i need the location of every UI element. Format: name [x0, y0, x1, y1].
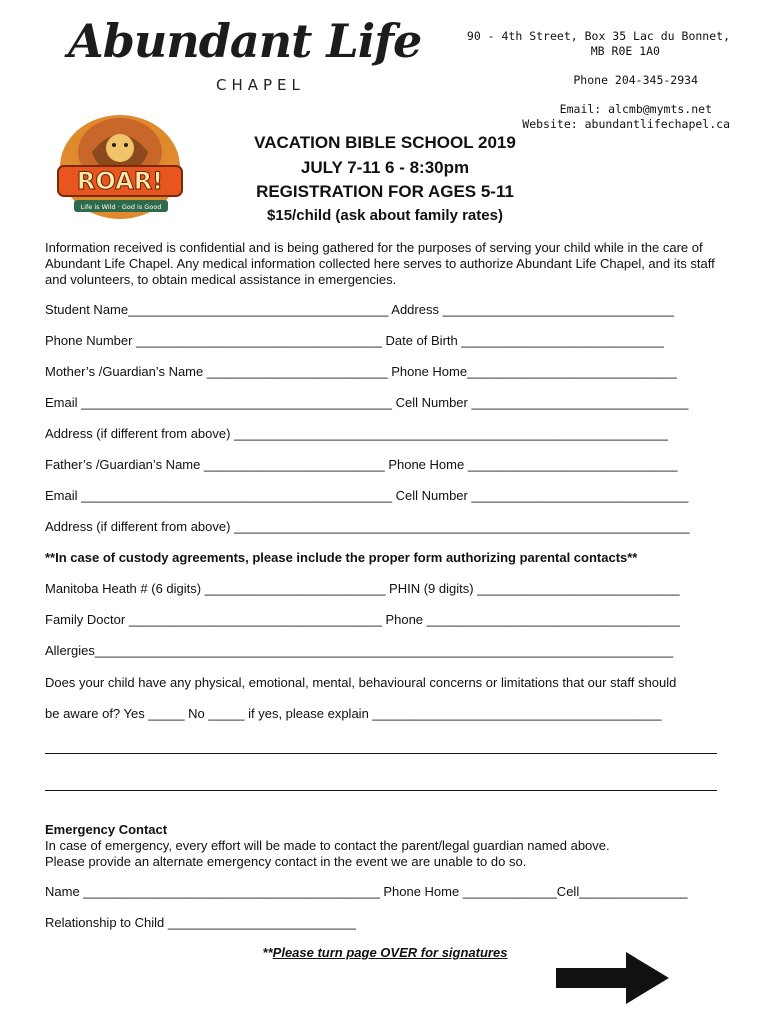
- field-phone-dob[interactable]: Phone Number __________________________________ Date of Birth ____________________________: [45, 333, 664, 348]
- emergency-line-1: In case of emergency, every effort will be made to contact the parent/legal guardian named above.: [45, 838, 610, 853]
- email-line: Email: alcmb@mymts.net: [559, 102, 712, 116]
- title-line-3: REGISTRATION FOR AGES 5-11: [256, 182, 514, 201]
- field-email-cell-1[interactable]: Email ___________________________________________ Cell Number ______________________________: [45, 395, 689, 410]
- badge-tagline: Life is Wild · God is Good: [80, 203, 162, 211]
- blank-line-1[interactable]: [45, 753, 717, 754]
- turn-over-text: Please turn page OVER for signatures: [272, 945, 508, 960]
- title-line-4: $15/child (ask about family rates): [267, 207, 503, 224]
- emergency-heading: Emergency Contact: [45, 822, 168, 837]
- field-doctor-phone[interactable]: Family Doctor ___________________________________ Phone ___________________________________: [45, 612, 680, 627]
- title-line-2: JULY 7-11 6 - 8:30pm: [300, 158, 470, 177]
- field-relationship[interactable]: Relationship to Child __________________________: [45, 915, 356, 930]
- field-father-phone[interactable]: Father’s /Guardian’s Name _________________________ Phone Home _____________________________: [45, 457, 678, 472]
- field-manitoba-phin[interactable]: Manitoba Heath # (6 digits) _________________________ PHIN (9 digits) ____________________________: [45, 581, 680, 596]
- concerns-question: Does your child have any physical, emotional, mental, behavioural concerns or limitations that our staff should: [45, 675, 677, 690]
- roar-badge-image: [52, 112, 192, 222]
- emergency-section: [45, 822, 725, 870]
- phone-line: Phone 204-345-2934: [573, 73, 698, 87]
- contact-block: [467, 29, 730, 132]
- field-address-1[interactable]: Address (if different from above) ____________________________________________________________: [45, 426, 668, 441]
- field-address-2[interactable]: Address (if different from above) _______________________________________________________________: [45, 519, 690, 534]
- custody-note: **In case of custody agreements, please include the proper form authorizing parental contacts**: [45, 550, 638, 565]
- field-mother-phone[interactable]: Mother’s /Guardian’s Name _________________________ Phone Home_____________________________: [45, 364, 677, 379]
- right-arrow-icon: [556, 950, 671, 1005]
- field-email-cell-2[interactable]: Email ___________________________________________ Cell Number ______________________________: [45, 488, 689, 503]
- website-line: Website: abundantlifechapel.ca: [522, 117, 730, 131]
- blank-line-2[interactable]: [45, 790, 717, 791]
- emergency-line-2: Please provide an alternate emergency contact in the event we are unable to do so.: [45, 854, 527, 869]
- intro-paragraph: Information received is confidential and is being gathered for the purposes of serving your child while in the care of Abundant Life Chapel. Any medical information collected here serves to authorize Abundant Life Chapel, and its staff and volunteers, to obtain medical assistance in emergencies.: [45, 240, 715, 287]
- address-line-2: MB R0E 1A0: [590, 44, 660, 58]
- logo-script: Abundant Life: [68, 14, 422, 68]
- field-emergency-name[interactable]: Name _________________________________________ Phone Home _____________Cell_______________: [45, 884, 688, 899]
- badge-title: ROAR!: [76, 167, 164, 195]
- turn-over-prefix: **: [262, 945, 273, 960]
- field-allergies[interactable]: Allergies________________________________________________________________________________: [45, 643, 674, 658]
- field-aware-explain[interactable]: be aware of? Yes _____ No _____ if yes, please explain ________________________________________: [45, 706, 662, 721]
- field-student-address[interactable]: Student Name____________________________________ Address ________________________________: [45, 302, 674, 317]
- address-line-1: 90 - 4th Street, Box 35 Lac du Bonnet,: [466, 29, 730, 43]
- title-line-1: VACATION BIBLE SCHOOL 2019: [254, 133, 516, 152]
- logo-subtitle: CHAPEL: [216, 76, 305, 94]
